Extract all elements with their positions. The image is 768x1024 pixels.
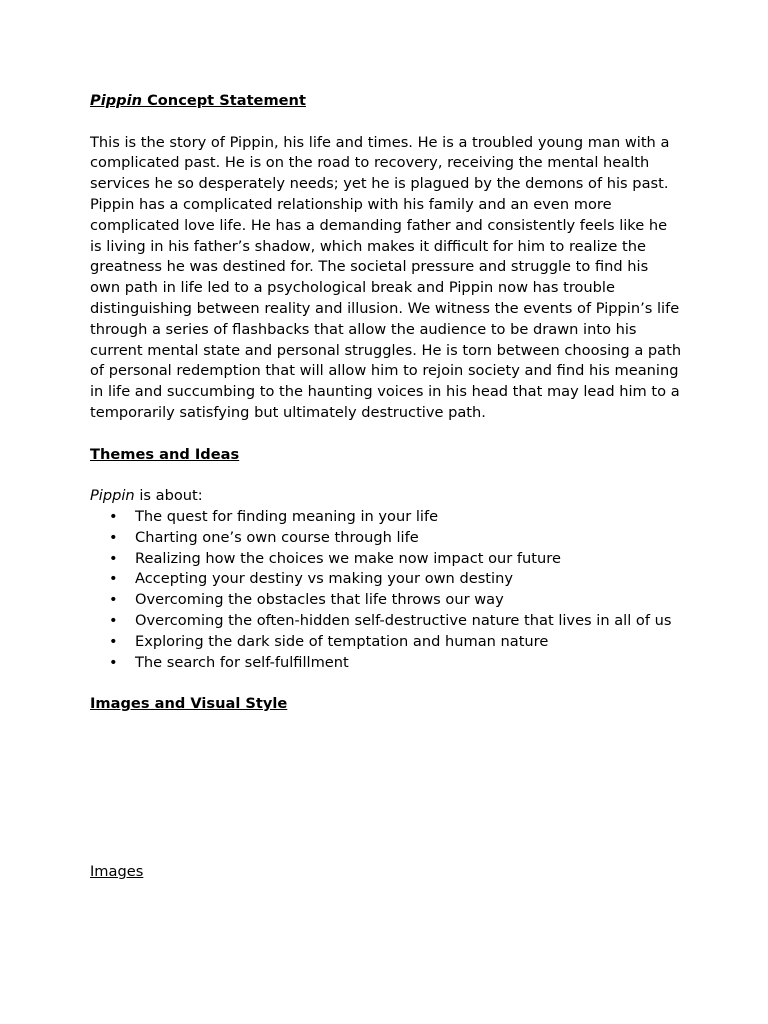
spacer [90,465,682,486]
theme-list-item [90,590,682,611]
theme-text: The quest for finding meaning in your life [135,507,439,525]
document-body [90,91,682,715]
theme-text: Overcoming the obstacles that life throws our way [135,591,504,609]
title-italic: Pippin [90,92,142,109]
bullet-icon: • [109,549,118,567]
bullet-icon: • [109,611,118,629]
theme-text: Accepting your destiny vs making your own destiny [135,570,513,588]
themes-list [90,507,682,673]
spacer [90,112,682,133]
visual-style-heading: Images and Visual Style [90,695,288,713]
title-rest: Concept Statement [141,92,306,109]
theme-text: Realizing how the choices we make now impact our future [135,549,561,567]
bullet-icon: • [109,528,118,546]
themes-heading: Themes and Ideas [90,445,240,463]
theme-list-item [90,569,682,590]
bullet-icon: • [109,591,118,609]
theme-list-item [90,653,682,674]
bullet-icon: • [109,570,118,588]
bullet-icon: • [109,507,118,525]
themes-intro [90,486,682,507]
theme-list-item [90,507,682,528]
theme-text: Overcoming the often-hidden self-destructive nature that lives in all of us [135,611,672,629]
theme-list-item [90,549,682,570]
theme-list-item [90,632,682,653]
themes-intro-italic: Pippin [90,487,135,505]
page-title [90,91,682,112]
spacer [90,424,682,445]
bullet-icon: • [109,632,118,650]
theme-text: Exploring the dark side of temptation and human nature [135,632,549,650]
images-label: Images [90,863,144,880]
theme-list-item [90,611,682,632]
themes-intro-rest: is about: [134,487,203,505]
theme-list-item [90,528,682,549]
spacer [90,673,682,694]
theme-text: The search for self-fulfillment [135,653,349,671]
bullet-icon: • [109,653,118,671]
theme-text: Charting one’s own course through life [135,528,419,546]
story-paragraph: This is the story of Pippin, his life and times. He is a troubled young man with a complicated past. He is on the road to recovery, receiving the mental health services he so desperately needs; yet he is plagued by the demons of his past. Pippin has a complicated relationship with his family and an even more complicated love life. He has a demanding father and consistently feels like he is living in his father’s shadow, which makes it difficult for him to realize the greatness he was destined for. The societal pressure and struggle to find his own path in life led to a psychological break and Pippin now has trouble distinguishing between reality and illusion. We witness the events of Pippin’s life through a series of flashbacks that allow the audience to be drawn into his current mental state and personal struggles. He is torn between choosing a path of personal redemption that will allow him to rejoin society and find his meaning in life and succumbing to the haunting voices in his head that may lead him to a temporarily satisfying but ultimately destructive path. [90,133,682,421]
